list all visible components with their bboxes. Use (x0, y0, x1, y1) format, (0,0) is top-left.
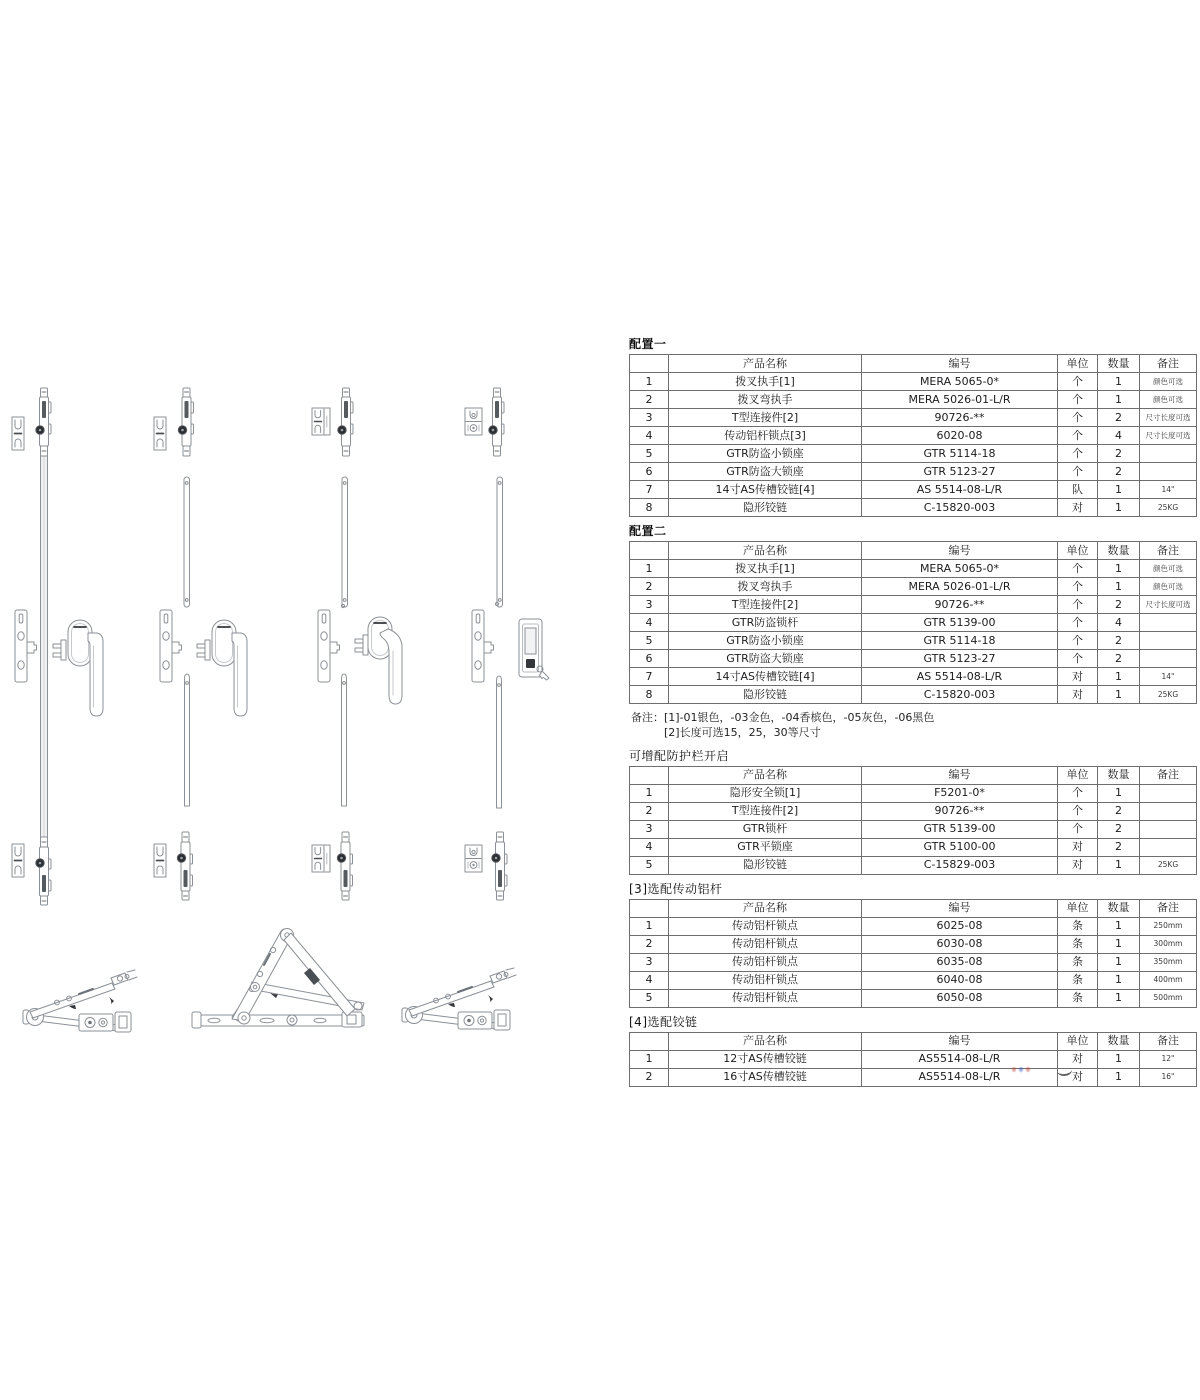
table-cell: 5 (630, 989, 669, 1007)
col-header-remark: 备注 (1140, 1032, 1197, 1050)
table-cell: 拨叉弯执手 (669, 391, 862, 409)
drive-rod-4-upper (497, 477, 503, 607)
table-cell: 4 (1098, 427, 1140, 445)
col-header-remark: 备注 (1140, 899, 1197, 917)
table-cell: 个 (1058, 614, 1098, 632)
table-row (630, 917, 1197, 935)
table-cell: 2 (630, 578, 669, 596)
table-cell: 拨叉执手[1] (669, 560, 862, 578)
table-cell: 颜色可选 (1140, 578, 1197, 596)
table-cell: 90726-** (862, 409, 1058, 427)
table-header-row (630, 766, 1197, 784)
table-cell: 5 (630, 445, 669, 463)
keeper-bracket-1-bottom (12, 844, 24, 877)
table-cell: 1 (1098, 989, 1140, 1007)
table-cell: 尺寸长度可选 (1140, 596, 1197, 614)
table-row (630, 596, 1197, 614)
table-cell: 传动铝杆锁点 (669, 953, 862, 971)
table-cell: 90726-** (862, 596, 1058, 614)
table-cell: 传动铝杆锁点 (669, 935, 862, 953)
table-cell: T型连接件[2] (669, 596, 862, 614)
table-row (630, 463, 1197, 481)
table-header-row (630, 899, 1197, 917)
keeper-bracket-3-top (312, 408, 330, 435)
window-handle-1 (53, 620, 103, 716)
col-header-remark: 备注 (1140, 766, 1197, 784)
table-cell: 8 (630, 686, 669, 704)
table-cell: 1 (630, 560, 669, 578)
table-cell: AS 5514-08-L/R (862, 668, 1058, 686)
table-cell: 6050-08 (862, 989, 1058, 1007)
table-cell: 25KG (1140, 686, 1197, 704)
table-cell: 2 (1098, 596, 1140, 614)
section-title-optional-hinges: [4]选配铰链 (629, 1014, 698, 1029)
col-header-index (630, 355, 669, 373)
table-cell: 16寸AS传槽铰链 (669, 1068, 862, 1086)
col-header-product: 产品名称 (669, 355, 862, 373)
espagnolette-long-rod (41, 392, 48, 903)
table-cell (1140, 614, 1197, 632)
table-row (630, 481, 1197, 499)
bottom-lock-gear-4 (492, 832, 507, 900)
table-row (630, 784, 1197, 802)
col-header-index (630, 542, 669, 560)
table-cell: 300mm (1140, 935, 1197, 953)
table-cell: 个 (1058, 427, 1098, 445)
table-cell: 个 (1058, 391, 1098, 409)
table-cell: 个 (1058, 560, 1098, 578)
table-cell: 隐形铰链 (669, 499, 862, 517)
spec-table-config-2 (629, 541, 1197, 704)
table-cell: 2 (1098, 802, 1140, 820)
table-cell (1140, 802, 1197, 820)
table-cell: 500mm (1140, 989, 1197, 1007)
table-cell: 4 (630, 427, 669, 445)
col-header-code: 编号 (862, 899, 1058, 917)
section-title-optional-rods: [3]选配传动铝杆 (629, 881, 723, 896)
table-cell: 2 (630, 802, 669, 820)
table-cell: 2 (1098, 838, 1140, 856)
table-cell (1140, 445, 1197, 463)
table-cell: 条 (1058, 953, 1098, 971)
table-row (630, 935, 1197, 953)
table-row (630, 838, 1197, 856)
table-cell: 1 (1098, 373, 1140, 391)
section-config-1 (629, 337, 1198, 517)
keeper-bracket-4-bottom (465, 845, 482, 872)
col-header-remark: 备注 (1140, 542, 1197, 560)
table-cell: GTR 5100-00 (862, 838, 1058, 856)
table-cell (1140, 784, 1197, 802)
table-cell: 3 (630, 953, 669, 971)
col-header-index (630, 766, 669, 784)
table-cell: 4 (630, 614, 669, 632)
top-lock-gear-2 (178, 388, 193, 456)
table-cell: 隐形铰链 (669, 856, 862, 874)
table-cell: 隐形安全锁[1] (669, 784, 862, 802)
table-row (630, 668, 1197, 686)
table-cell: 7 (630, 481, 669, 499)
table-cell: 个 (1058, 596, 1098, 614)
table-cell: 传动铝杆锁点 (669, 971, 862, 989)
table-cell: 隐形铰链 (669, 686, 862, 704)
table-cell: 传动铝杆锁点 (669, 989, 862, 1007)
table-cell: 传动铝杆锁点[3] (669, 427, 862, 445)
table-cell: 1 (1098, 578, 1140, 596)
table-cell: GTR防盗锁杆 (669, 614, 862, 632)
table-cell: C-15820-003 (862, 686, 1058, 704)
friction-hinge-open-center (192, 929, 364, 1029)
table-cell: 个 (1058, 578, 1098, 596)
col-header-product: 产品名称 (669, 1032, 862, 1050)
footnote-colors: [1]-01银色，-03金色，-04香槟色，-05灰色，-06黑色 (664, 711, 935, 724)
hardware-technical-drawings (0, 370, 620, 1090)
table-cell: AS5514-08-L/R (862, 1050, 1058, 1068)
table-cell: 个 (1058, 650, 1098, 668)
table-cell: 1 (1098, 1050, 1140, 1068)
table-cell: 6 (630, 650, 669, 668)
col-header-unit: 单位 (1058, 766, 1098, 784)
table-cell: 个 (1058, 463, 1098, 481)
table-cell: GTR 5114-18 (862, 632, 1058, 650)
section-title-guardrail: 可增配防护栏开启 (629, 748, 730, 763)
table-cell: 16" (1140, 1068, 1197, 1086)
table-cell: 颜色可选 (1140, 391, 1197, 409)
spec-tables-column (629, 337, 1198, 1094)
section-config-2 (629, 524, 1198, 704)
table-cell: 2 (1098, 650, 1140, 668)
table-cell: 尺寸长度可选 (1140, 409, 1197, 427)
col-header-remark: 备注 (1140, 355, 1197, 373)
top-lock-gear-1 (36, 388, 51, 456)
col-header-qty: 数量 (1098, 766, 1140, 784)
table-row (630, 1068, 1197, 1086)
col-header-product: 产品名称 (669, 542, 862, 560)
table-row (630, 820, 1197, 838)
handle-back-plate-4 (472, 610, 494, 682)
table-cell: 对 (1058, 686, 1098, 704)
table-cell: 3 (630, 409, 669, 427)
table-row (630, 391, 1197, 409)
section-optional-hinges (629, 1015, 1198, 1087)
keeper-bracket-1-top (12, 417, 24, 450)
table-cell: 14寸AS传槽铰链[4] (669, 668, 862, 686)
table-cell: GTR防盗大锁座 (669, 650, 862, 668)
drive-rod-4-lower (497, 676, 502, 808)
table-cell: 拨叉执手[1] (669, 373, 862, 391)
table-cell: 1 (1098, 481, 1140, 499)
table-cell: GTR 5139-00 (862, 614, 1058, 632)
table-row (630, 560, 1197, 578)
table-cell: 250mm (1140, 917, 1197, 935)
table-row (630, 445, 1197, 463)
table-header-row (630, 1032, 1197, 1050)
table-row (630, 856, 1197, 874)
table-cell: 6020-08 (862, 427, 1058, 445)
table-cell: GTR防盗大锁座 (669, 463, 862, 481)
handle-back-plate-3 (318, 610, 340, 682)
col-header-index (630, 1032, 669, 1050)
table-cell: MERA 5065-0* (862, 560, 1058, 578)
table-cell (1140, 463, 1197, 481)
table-cell: 6025-08 (862, 917, 1058, 935)
table-cell: 对 (1058, 668, 1098, 686)
table-cell: 25KG (1140, 499, 1197, 517)
table-cell: 颜色可选 (1140, 560, 1197, 578)
window-handle-curved (355, 617, 402, 704)
table-cell: 3 (630, 596, 669, 614)
keeper-bracket-4-top (465, 408, 482, 435)
table-header-row (630, 355, 1197, 373)
table-cell: 对 (1058, 1068, 1098, 1086)
col-header-unit: 单位 (1058, 1032, 1098, 1050)
footnotes-label: 备注： (631, 711, 664, 724)
keeper-bracket-2-bottom (154, 844, 166, 877)
spec-table-optional-rods (629, 899, 1197, 1008)
table-cell: 条 (1058, 935, 1098, 953)
table-cell: 1 (1098, 917, 1140, 935)
section-title-config-1: 配置一 (629, 337, 667, 351)
col-header-code: 编号 (862, 542, 1058, 560)
friction-hinge-closed-right (402, 968, 516, 1030)
drive-rod-2-upper (184, 477, 190, 607)
top-lock-gear-4 (489, 388, 504, 456)
table-cell: 6040-08 (862, 971, 1058, 989)
table-cell: 5 (630, 856, 669, 874)
table-cell: 个 (1058, 820, 1098, 838)
col-header-index (630, 899, 669, 917)
table-cell: 1 (1098, 856, 1140, 874)
table-cell: 个 (1058, 802, 1098, 820)
table-cell: MERA 5026-01-L/R (862, 391, 1058, 409)
table-row (630, 971, 1197, 989)
table-cell: MERA 5065-0* (862, 373, 1058, 391)
table-cell: 8 (630, 499, 669, 517)
table-cell: 对 (1058, 1050, 1098, 1068)
table-cell: F5201-0* (862, 784, 1058, 802)
table-row (630, 499, 1197, 517)
table-cell: 6035-08 (862, 953, 1058, 971)
table-cell: 条 (1058, 989, 1098, 1007)
table-cell: GTR 5114-18 (862, 445, 1058, 463)
table-cell: 4 (630, 838, 669, 856)
table-cell: 1 (1098, 560, 1140, 578)
col-header-unit: 单位 (1058, 899, 1098, 917)
table-row (630, 989, 1197, 1007)
bottom-lock-gear-1 (36, 837, 51, 905)
table-cell: 1 (1098, 953, 1140, 971)
table-row (630, 578, 1197, 596)
friction-hinge-closed-left (23, 970, 137, 1032)
table-cell: 个 (1058, 409, 1098, 427)
col-header-product: 产品名称 (669, 766, 862, 784)
window-handle-2 (197, 620, 247, 716)
table-cell: 1 (1098, 935, 1140, 953)
table-cell: 4 (1098, 614, 1140, 632)
col-header-qty: 数量 (1098, 355, 1140, 373)
table-cell: T型连接件[2] (669, 409, 862, 427)
table-cell: 400mm (1140, 971, 1197, 989)
table-cell: 传动铝杆锁点 (669, 917, 862, 935)
spec-table-optional-hinges (629, 1032, 1197, 1087)
table-cell: GTR锁杆 (669, 820, 862, 838)
table-cell: GTR 5139-00 (862, 820, 1058, 838)
col-header-qty: 数量 (1098, 542, 1140, 560)
print-artifact-dots (1012, 1067, 1042, 1076)
table-cell: 5 (630, 632, 669, 650)
table-cell: 4 (630, 971, 669, 989)
table-cell: 14" (1140, 481, 1197, 499)
col-header-code: 编号 (862, 766, 1058, 784)
footnotes (631, 711, 1198, 741)
col-header-unit: 单位 (1058, 542, 1098, 560)
drive-rod-2-lower (185, 674, 190, 806)
spec-table-config-1 (629, 354, 1197, 517)
table-cell: 6030-08 (862, 935, 1058, 953)
table-cell (1140, 838, 1197, 856)
table-row (630, 686, 1197, 704)
table-cell: 1 (1098, 668, 1140, 686)
table-cell: 14寸AS传槽铰链[4] (669, 481, 862, 499)
table-cell: T型连接件[2] (669, 802, 862, 820)
table-cell: GTR防盗小锁座 (669, 445, 862, 463)
table-cell: AS5514-08-L/R (862, 1068, 1058, 1086)
top-lock-gear-3 (338, 388, 353, 456)
table-cell: 90726-** (862, 802, 1058, 820)
table-cell: GTR平锁座 (669, 838, 862, 856)
col-header-product: 产品名称 (669, 899, 862, 917)
table-cell: 2 (630, 935, 669, 953)
col-header-code: 编号 (862, 355, 1058, 373)
table-cell: 2 (630, 391, 669, 409)
table-cell: 个 (1058, 445, 1098, 463)
table-cell: 颜色可选 (1140, 373, 1197, 391)
table-row (630, 802, 1197, 820)
footnote-lengths: [2]长度可选15，25，30等尺寸 (664, 725, 821, 739)
table-cell: GTR 5123-27 (862, 650, 1058, 668)
table-cell (1140, 632, 1197, 650)
drive-rod-3-upper (342, 477, 348, 607)
table-cell: 对 (1058, 499, 1098, 517)
section-guardrail (629, 749, 1198, 875)
table-cell (1140, 820, 1197, 838)
keeper-bracket-2-top (154, 417, 166, 450)
table-cell: 拨叉弯执手 (669, 578, 862, 596)
table-header-row (630, 542, 1197, 560)
table-row (630, 650, 1197, 668)
table-row (630, 1050, 1197, 1068)
table-cell: 对 (1058, 856, 1098, 874)
table-cell: C-15829-003 (862, 856, 1058, 874)
table-row (630, 427, 1197, 445)
table-cell: 1 (630, 373, 669, 391)
table-cell: 7 (630, 668, 669, 686)
table-cell: MERA 5026-01-L/R (862, 578, 1058, 596)
table-cell: 1 (630, 917, 669, 935)
table-cell: 12" (1140, 1050, 1197, 1068)
col-header-qty: 数量 (1098, 1032, 1140, 1050)
section-optional-rods (629, 882, 1198, 1008)
table-cell: 2 (1098, 463, 1140, 481)
table-cell: 25KG (1140, 856, 1197, 874)
table-cell: 1 (1098, 499, 1140, 517)
table-cell: 1 (1098, 391, 1140, 409)
col-header-qty: 数量 (1098, 899, 1140, 917)
table-cell: 12寸AS传槽铰链 (669, 1050, 862, 1068)
table-cell: 14" (1140, 668, 1197, 686)
table-cell (1140, 650, 1197, 668)
table-cell: 尺寸长度可选 (1140, 427, 1197, 445)
table-cell: 1 (1098, 1068, 1140, 1086)
section-title-config-2: 配置二 (629, 524, 667, 538)
handle-back-plate-1 (15, 610, 37, 682)
table-cell: 1 (1098, 686, 1140, 704)
table-cell: 350mm (1140, 953, 1197, 971)
bottom-lock-gear-3 (337, 832, 352, 900)
table-cell: 2 (1098, 820, 1140, 838)
table-cell: 个 (1058, 632, 1098, 650)
table-cell: 条 (1058, 971, 1098, 989)
table-cell: 2 (630, 1068, 669, 1086)
table-cell: 3 (630, 820, 669, 838)
table-row (630, 632, 1197, 650)
table-row (630, 614, 1197, 632)
table-cell: C-15820-003 (862, 499, 1058, 517)
table-cell: 个 (1058, 784, 1098, 802)
table-cell: 队 (1058, 481, 1098, 499)
table-cell: 1 (630, 1050, 669, 1068)
table-cell: 6 (630, 463, 669, 481)
table-cell: 2 (1098, 409, 1140, 427)
table-row (630, 373, 1197, 391)
spec-table-guardrail (629, 766, 1197, 875)
col-header-code: 编号 (862, 1032, 1058, 1050)
table-row (630, 953, 1197, 971)
table-row (630, 409, 1197, 427)
table-cell: 对 (1058, 838, 1098, 856)
handle-back-plate-2 (160, 610, 182, 682)
table-cell: 1 (1098, 784, 1140, 802)
table-cell: 个 (1058, 373, 1098, 391)
table-cell: 1 (630, 784, 669, 802)
bottom-lock-gear-2 (177, 832, 192, 900)
flush-key-lock (519, 619, 549, 680)
keeper-bracket-3-bottom (312, 845, 330, 872)
table-cell: AS 5514-08-L/R (862, 481, 1058, 499)
col-header-unit: 单位 (1058, 355, 1098, 373)
table-cell: 条 (1058, 917, 1098, 935)
table-cell: 2 (1098, 632, 1140, 650)
table-cell: 1 (1098, 971, 1140, 989)
table-cell: 2 (1098, 445, 1140, 463)
drive-rod-3-lower (342, 674, 347, 806)
table-cell: GTR防盗小锁座 (669, 632, 862, 650)
table-cell: GTR 5123-27 (862, 463, 1058, 481)
